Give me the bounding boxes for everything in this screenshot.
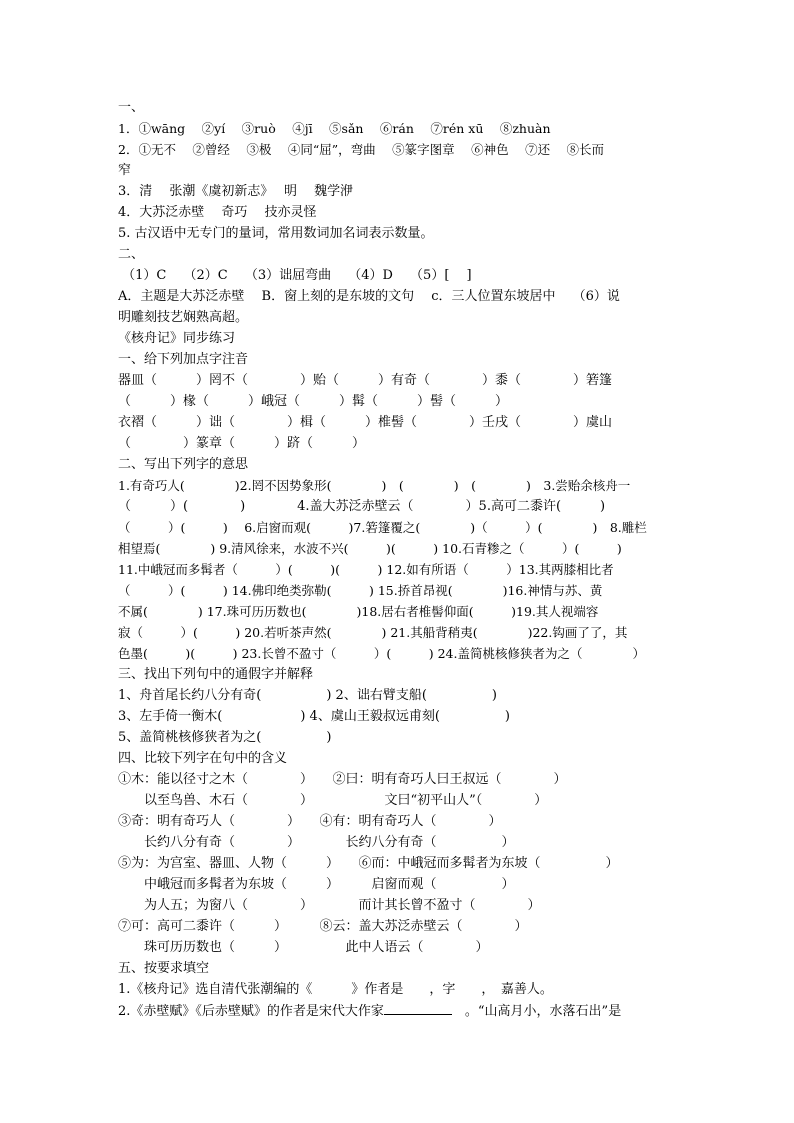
text-line: （ ）椽（ ）峨冠（ ）髯（ ）髻（ ） — [118, 394, 509, 409]
text-line: 3．清 张潮《虞初新志》 明 魏学洢 — [118, 184, 354, 199]
text-line: 以至鸟兽、木石（ ） 文曰“初平山人”（ ） — [118, 793, 548, 808]
text-line: 1.有奇巧人( )2.罔不因势象形( ) ( ) ( ) 3.尝贻余核舟一 — [118, 478, 631, 493]
text-line: 4．大苏泛赤壁 奇巧 技亦灵怪 — [118, 205, 317, 220]
text-line: 衣褶（ ）诎（ ）楫（ ）椎髻（ ）壬戌（ ）虞山 — [118, 415, 613, 430]
text-line: 3、左手倚一衡木( ) 4、虞山王毅叔远甫刻( ) — [118, 709, 510, 724]
text-line: ⑤为：为宫室、器皿、人物（ ） ⑥而：中峨冠而多髯者为东坡（ ） — [118, 856, 619, 871]
text-line: 二、写出下列字的意思 — [118, 457, 249, 472]
text-line: 2．①无不 ②曾经 ③极 ④同“屈”，弯曲 ⑤篆字图章 ⑥神色 ⑦还 ⑧长而 — [118, 142, 605, 157]
text-line: 器皿（ ）罔不（ ）贻（ ）有奇（ ）黍（ ）箬篷 — [118, 373, 613, 388]
text-line: 二、 — [118, 247, 145, 262]
text-line: A．主题是大苏泛赤壁 B．窗上刻的是东坡的文句 c．三人位置东坡居中 （6）说 — [118, 289, 620, 304]
text-line: 三、找出下列句中的通假字并解释 — [118, 667, 314, 682]
text-line: 1、舟首尾长约八分有奇( ) 2、诎右臂支船( ) — [118, 688, 497, 703]
text-line: 窄 — [118, 163, 132, 178]
text-line: 5. 古汉语中无专门的量词，常用数词加名词表示数量。 — [118, 226, 434, 241]
answer-document — [118, 97, 684, 1021]
text-line: （ ）( ) 6.启窗而观( )7.箬篷覆之( )（ ）( ) 8.雕栏 — [118, 520, 647, 535]
text-line: 《核舟记》同步练习 — [118, 331, 236, 346]
line-text-after: 。“山高月小，水落石出”是 — [451, 1004, 622, 1019]
text-line: 1.《核舟记》选自清代张潮编的《 》作者是 ，字 ， 嘉善人。 — [118, 982, 553, 997]
fill-blank-line — [118, 1000, 684, 1021]
answer-blank-underline — [384, 1000, 452, 1015]
text-line: 相望焉( ) 9.清风徐来，水波不兴( )( ) 10.石青糁之（ ）( ) — [118, 541, 622, 556]
text-line: 11.中峨冠而多髯者（ ）( )( ) 12.如有所语（ ）13.其两膝相比者 — [118, 562, 614, 577]
text-line: ⑦可：高可二黍许（ ） ⑧云：盖大苏泛赤壁云（ ） — [118, 919, 528, 934]
text-line: 5、盖简桃核修狭者为之( ) — [118, 730, 332, 745]
text-line: 一、给下列加点字注音 — [118, 352, 249, 367]
text-line: （1）C （2）C （3）诎屈弯曲 （4）D （5）[ ] — [118, 268, 472, 283]
text-line: ①木：能以径寸之木（ ） ②曰：明有奇巧人曰王叔远（ ） — [118, 772, 567, 787]
line-text-before: 2.《赤壁赋》《后赤壁赋》的作者是宋代大作家 — [118, 1004, 384, 1019]
text-line: 四、比较下列字在句中的含义 — [118, 751, 288, 766]
text-line: 五、按要求填空 — [118, 961, 210, 976]
text-line: 明雕刻技艺娴熟高超。 — [118, 310, 249, 325]
text-line: （ ）( ) 14.佛印绝类弥勒( ) 15.挢首昂视( )16.神情与苏、黄 — [118, 583, 603, 598]
text-line: 为人五；为窗八（ ） 而计其长曾不盈寸（ ） — [118, 898, 541, 913]
text-line: 一、 — [118, 100, 145, 115]
text-line: 不属( ) 17.珠可历历数也( )18.居右者椎髻仰面( )19.其人视端容 — [118, 604, 599, 619]
text-line: 中峨冠而多髯者为东坡（ ） 启窗而观（ ） — [118, 877, 515, 892]
text-line: （ ）篆章（ ）跻（ ） — [118, 436, 366, 451]
text-line: 珠可历历数也（ ） 此中人语云（ ） — [118, 940, 489, 955]
text-line: 寂（ ）( ) 20.若听茶声然( ) 21.其船背稍夷( )22.钩画了了，其 — [118, 625, 628, 640]
text-line: 1．①wāng ②yí ③ruò ④jī ⑤sǎn ⑥rán ⑦rén xū ⑧zhuàn — [118, 121, 551, 136]
text-line: 色墨( )( ) 23.长曾不盈寸（ ）( ) 24.盖简桃核修狭者为之（ ） — [118, 646, 645, 661]
text-line: （ ）( ) 4.盖大苏泛赤壁云（ ）5.高可二黍许( ) — [118, 499, 606, 514]
text-line: ③奇：明有奇巧人（ ） ④有：明有奇巧人（ ） — [118, 814, 502, 829]
text-line: 长约八分有奇（ ） 长约八分有奇（ ） — [118, 835, 515, 850]
